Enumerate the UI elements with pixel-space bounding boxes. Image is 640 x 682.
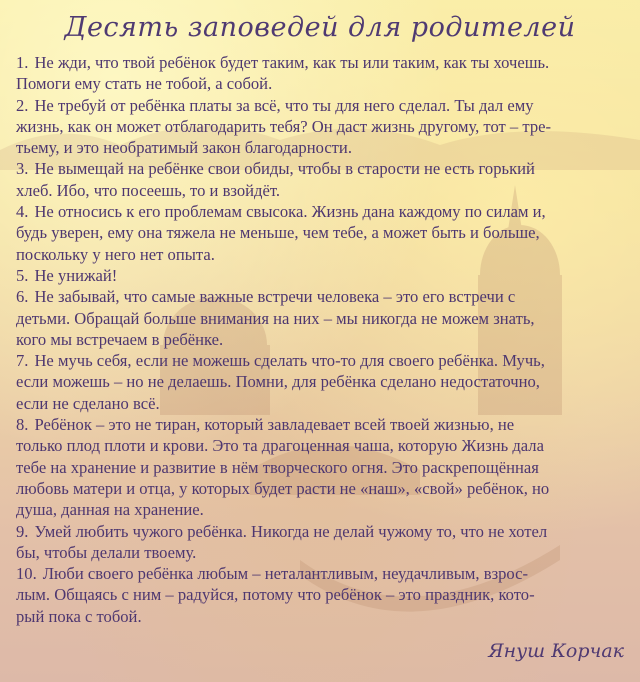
commandment-text: Не вымещай на ребёнке свои обиды, чтобы в старости не есть горький [34, 159, 535, 179]
commandment-number: 10. [16, 564, 37, 584]
commandment-text: душа, данная на хранение. [16, 500, 204, 520]
commandment-line [16, 457, 628, 478]
commandment-line [16, 95, 628, 116]
commandment-number: 4. [16, 202, 29, 222]
commandment-line [16, 478, 628, 499]
commandment-line [16, 308, 628, 329]
commandment-text: Люби своего ребёнка любым – неталантливым, неудачливым, взрос- [42, 564, 529, 584]
author-signature: Януш Корчак [488, 640, 624, 662]
commandment-line [16, 116, 628, 137]
commandment-text: Не требуй от ребёнка платы за всё, что ты для него сделал. Ты дал ему [34, 95, 534, 115]
commandment-text: будь уверен, ему она тяжела не меньше, чем тебе, а может быть и больше, [16, 223, 540, 243]
commandment-text: если не сделано всё. [16, 393, 160, 413]
commandment-line [16, 137, 628, 158]
commandment-line [16, 73, 628, 94]
commandment-line [16, 393, 628, 414]
commandment-line [16, 499, 628, 520]
commandment-number: 3. [16, 159, 29, 179]
commandment-number: 8. [16, 415, 29, 435]
commandment-number: 2. [16, 95, 29, 115]
commandment-text: рый пока с тобой. [16, 606, 142, 626]
commandment-line [16, 265, 628, 286]
commandment-text: тьему, и это необратимый закон благодарности. [16, 138, 352, 158]
commandment-line [16, 521, 628, 542]
commandment-text: Ребёнок – это не тиран, который завладевает всей твоей жизнью, не [34, 415, 515, 435]
commandment-text: если можешь – но не делаешь. Помни, для ребёнка сделано недостаточно, [16, 372, 540, 392]
commandment-text: Не жди, что твой ребёнок будет таким, как ты или таким, как ты хочешь. [34, 53, 550, 72]
commandment-line [16, 201, 628, 222]
commandment-item [16, 265, 628, 286]
commandment-text: Умей любить чужого ребёнка. Никогда не делай чужому то, что не хотел [34, 521, 548, 541]
commandment-line [16, 180, 628, 201]
commandment-item [16, 201, 628, 265]
commandment-number: 6. [16, 287, 29, 307]
commandment-item [16, 52, 628, 95]
commandment-line [16, 414, 628, 435]
commandment-text: Помоги ему стать не тобой, а собой. [16, 74, 273, 94]
commandment-number: 5. [16, 265, 29, 285]
commandments-list [16, 52, 628, 627]
commandment-text: Не унижай! [34, 265, 118, 285]
commandment-item [16, 158, 628, 201]
commandment-item [16, 563, 628, 627]
page-title: Десять заповедей для родителей [64, 12, 576, 43]
commandment-line [16, 222, 628, 243]
commandment-text: хлеб. Ибо, что посеешь, то и взойдёт. [16, 180, 280, 200]
commandment-line [16, 52, 628, 73]
commandment-line [16, 435, 628, 456]
commandment-line [16, 286, 628, 307]
commandment-text: поскольку у него нет опыта. [16, 244, 215, 264]
commandment-item [16, 350, 628, 414]
commandment-line [16, 371, 628, 392]
commandment-line [16, 563, 628, 584]
commandment-text: любовь матери и отца, у которых будет расти не «наш», «свой» ребёнок, но [16, 478, 550, 498]
commandment-line [16, 350, 628, 371]
commandment-text: Не относись к его проблемам свысока. Жизнь дана каждому по силам и, [34, 202, 546, 222]
commandment-line [16, 158, 628, 179]
commandment-item [16, 286, 628, 350]
commandment-text: детьми. Обращай больше внимания на них – мы никогда не можем знать, [16, 308, 535, 328]
commandment-text: Не мучь себя, если не можешь сделать что-то для своего ребёнка. Мучь, [34, 351, 545, 371]
commandment-item [16, 95, 628, 159]
commandment-item [16, 521, 628, 564]
commandment-text: Не забывай, что самые важные встречи человека – это его встречи с [34, 287, 516, 307]
commandment-text: лым. Общаясь с ним – радуйся, потому что ребёнок – это праздник, кото- [16, 585, 535, 605]
commandment-text: только плод плоти и крови. Это та драгоценная чаша, которую Жизнь дала [16, 436, 544, 456]
commandment-number: 9. [16, 521, 29, 541]
commandment-line [16, 329, 628, 350]
commandment-line [16, 542, 628, 563]
commandment-text: жизнь, как он может отблагодарить тебя? Он даст жизнь другому, тот – тре- [16, 116, 552, 136]
commandment-line [16, 584, 628, 605]
commandment-text: кого мы встречаем в ребёнке. [16, 329, 224, 349]
commandment-text: бы, чтобы делали твоему. [16, 542, 197, 562]
commandment-number: 1. [16, 53, 29, 72]
commandment-line [16, 244, 628, 265]
commandment-text: тебе на хранение и развитие в нём творческого огня. Это раскрепощённая [16, 457, 539, 477]
commandment-item [16, 414, 628, 520]
commandment-number: 7. [16, 351, 29, 371]
commandment-line [16, 606, 628, 627]
